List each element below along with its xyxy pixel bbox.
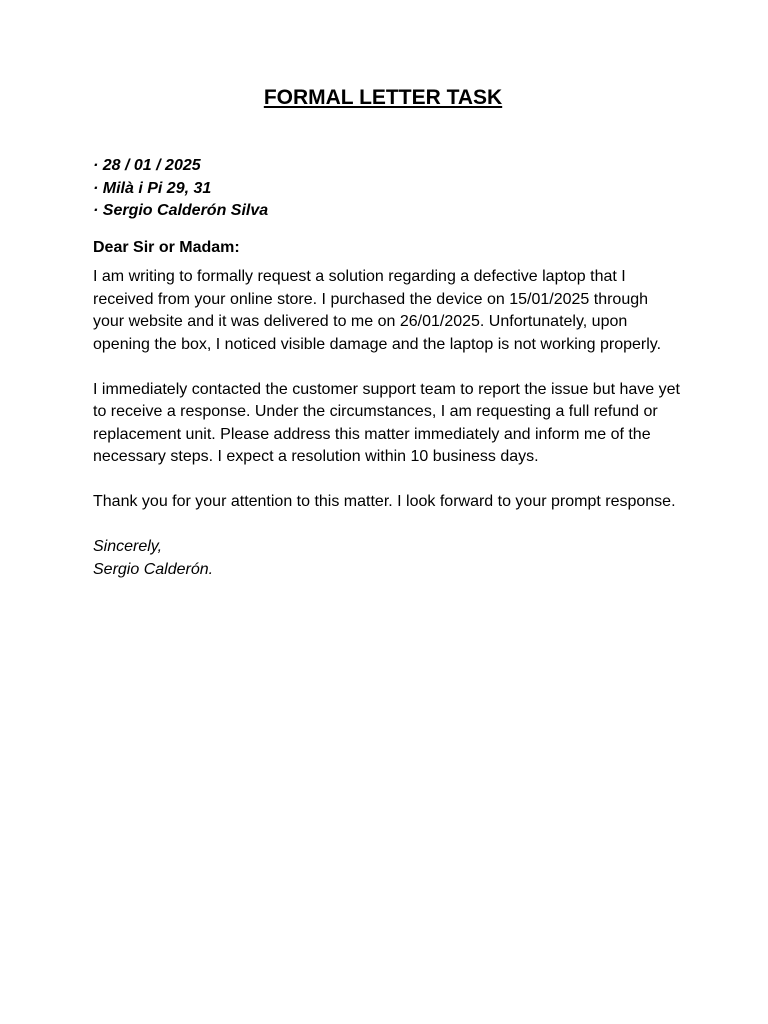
- letter-paragraph-2: I immediately contacted the customer support team to report the issue but have yet to receive a response. Under the circumstances, I am requesting a full refund or replacement unit. Please address this matter immediately and inform me of the necessary steps. I expect a resolution within 10 business days.: [93, 380, 680, 465]
- letter-body: [93, 155, 683, 581]
- letter-closing: Sincerely,: [93, 538, 163, 555]
- document-title: FORMAL LETTER TASK: [263, 86, 503, 109]
- letter-date: · 28 / 01 / 2025: [93, 157, 201, 174]
- letter-address: · Milà i Pi 29, 31: [93, 179, 212, 197]
- letter-sender-name: · Sergio Calderón Silva: [93, 202, 269, 219]
- letter-paragraph-1: I am writing to formally request a solution regarding a defective laptop that I received from your online store. I purchased the device on 15/01/2025 through your website and it was delivered to me on 26/01/2025. Unfortunately, upon opening the box, I noticed visible damage and the laptop is not working properly.: [93, 268, 662, 353]
- letter-header-list: [93, 155, 683, 223]
- letter-closing-block: [93, 536, 683, 581]
- letter-signature: Sergio Calderón.: [93, 560, 214, 578]
- letter-salutation: Dear Sir or Madam:: [93, 238, 240, 256]
- letter-paragraph-3: Thank you for your attention to this matter. I look forward to your prompt response.: [93, 493, 676, 510]
